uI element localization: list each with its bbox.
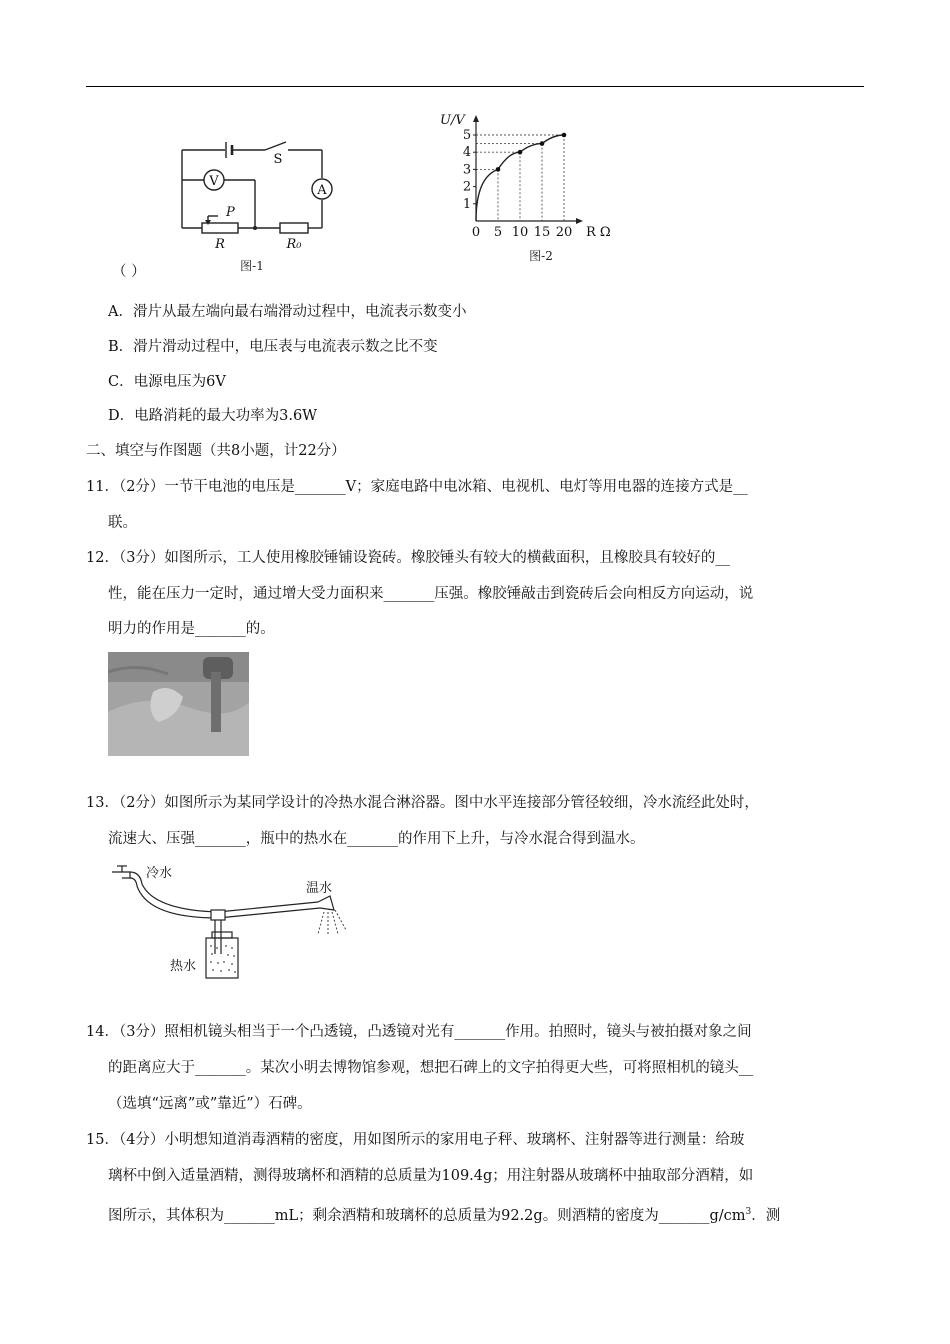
ammeter-label: A [317, 183, 327, 198]
figure-2-caption: 图-2 [529, 249, 553, 263]
question-13-line-1: 13．（2分）如图所示为某同学设计的冷热水混合淋浴器。图中水平连接部分管径较细，冷水流经此处时， [86, 795, 759, 811]
y-tick-label: 5 [462, 128, 472, 143]
question-14-line-2: 的距离应大于_______。某次小明去博物馆参观，想把石碑上的文字拍得更大些，可将照相机的镜头__ [108, 1060, 754, 1076]
header-rule [86, 86, 864, 87]
warm-water-label: 温水 [306, 881, 333, 896]
question-10-answer-paren: （ ） [112, 264, 146, 280]
y-axis-arrow [473, 115, 479, 122]
y-tick-label: 1 [462, 196, 472, 212]
voltmeter-label: V [209, 174, 219, 189]
x-tick-label: 5 [493, 225, 503, 240]
question-15-line-2: 璃杯中倒入适量酒精，测得玻璃杯和酒精的总质量为109.4g；用注射器从玻璃杯中抽取部分酒精，如 [108, 1168, 754, 1184]
section-2-heading: 二、填空与作图题（共8小题，计22分） [86, 443, 346, 459]
question-11-line-1: 11．（2分）一节干电池的电压是_______V；家庭电路中电冰箱、电视机、电灯等用电器的连接方式是__ [86, 479, 748, 495]
u-r-graph-figure-2 [436, 108, 626, 270]
superscript-3: 3 [745, 1207, 752, 1217]
option-c: C．电源电压为6V [108, 374, 226, 390]
question-12-line-1: 12．（3分）如图所示，工人使用橡胶锤铺设瓷砖。橡胶锤头有较大的横截面积，且橡胶具有较好的__ [86, 550, 730, 566]
y-axis-label: U/V [440, 113, 465, 128]
data-point [496, 167, 501, 172]
figure-1-caption: 图-1 [240, 259, 264, 273]
option-a: A．滑片从最左端向最右端滑动过程中，电流表示数变小 [108, 304, 467, 320]
slider-label: P [226, 205, 235, 220]
option-d: D．电路消耗的最大功率为3.6W [108, 408, 318, 424]
question-14-line-1: 14．（3分）照相机镜头相当于一个凸透镜，凸透镜对光有_______作用。拍照时，镜头与被拍摄对象之间 [86, 1024, 752, 1040]
question-13-line-2: 流速大、压强_______，瓶中的热水在_______的作用下上升，与冷水混合得到温水。 [108, 831, 645, 847]
hot-water-label: 热水 [170, 959, 197, 974]
option-b: B．滑片滑动过程中，电压表与电流表示数之比不变 [108, 339, 438, 355]
circuit-diagram-figure-1 [170, 128, 345, 276]
data-point [518, 150, 523, 155]
x-tick-label: 15 [533, 225, 551, 240]
question-12-line-3: 明力的作用是_______的。 [108, 621, 275, 637]
question-15-line-3-end: ．测 [751, 1207, 781, 1224]
y-tick-label: 4 [462, 145, 472, 161]
shower-mixer-figure [108, 858, 358, 984]
y-tick-label: 2 [462, 179, 472, 195]
y-tick-label: 3 [462, 162, 472, 178]
rubber-hammer-photo [108, 652, 249, 756]
question-14-line-3: （选填“远离”或”靠近”）石碑。 [108, 1096, 312, 1112]
data-point [540, 141, 545, 146]
question-15-line-1: 15．（4分）小明想知道消毒酒精的密度，用如图所示的家用电子秤、玻璃杯、注射器等进行测量：给玻 [86, 1132, 745, 1148]
junction-dot [253, 226, 257, 230]
x-axis-label: R Ω [586, 225, 611, 240]
cold-water-label: 冷水 [146, 866, 173, 881]
x-tick-label: 0 [471, 225, 481, 240]
question-11-line-2: 联。 [108, 515, 137, 531]
x-axis-arrow [576, 218, 583, 224]
rheostat-symbol [202, 223, 238, 233]
rheostat-label: R [215, 237, 225, 252]
question-12-line-2: 性，能在压力一定时，通过增大受力面积来_______压强。橡胶锤敲击到瓷砖后会向相反方向运动，说 [108, 586, 754, 602]
t-junction [211, 910, 225, 920]
question-15-line-3 [108, 1202, 780, 1226]
question-15-line-3-text: 图所示，其体积为_______mL；剩余酒精和玻璃杯的总质量为92.2g。则酒精的密度为_______g/cm [108, 1207, 746, 1224]
x-tick-label: 20 [555, 225, 573, 240]
data-point [562, 133, 567, 138]
x-tick-label: 10 [511, 225, 529, 240]
switch-label: S [273, 152, 283, 167]
resistor-symbol [280, 223, 308, 233]
resistor-label: R₀ [286, 237, 302, 252]
